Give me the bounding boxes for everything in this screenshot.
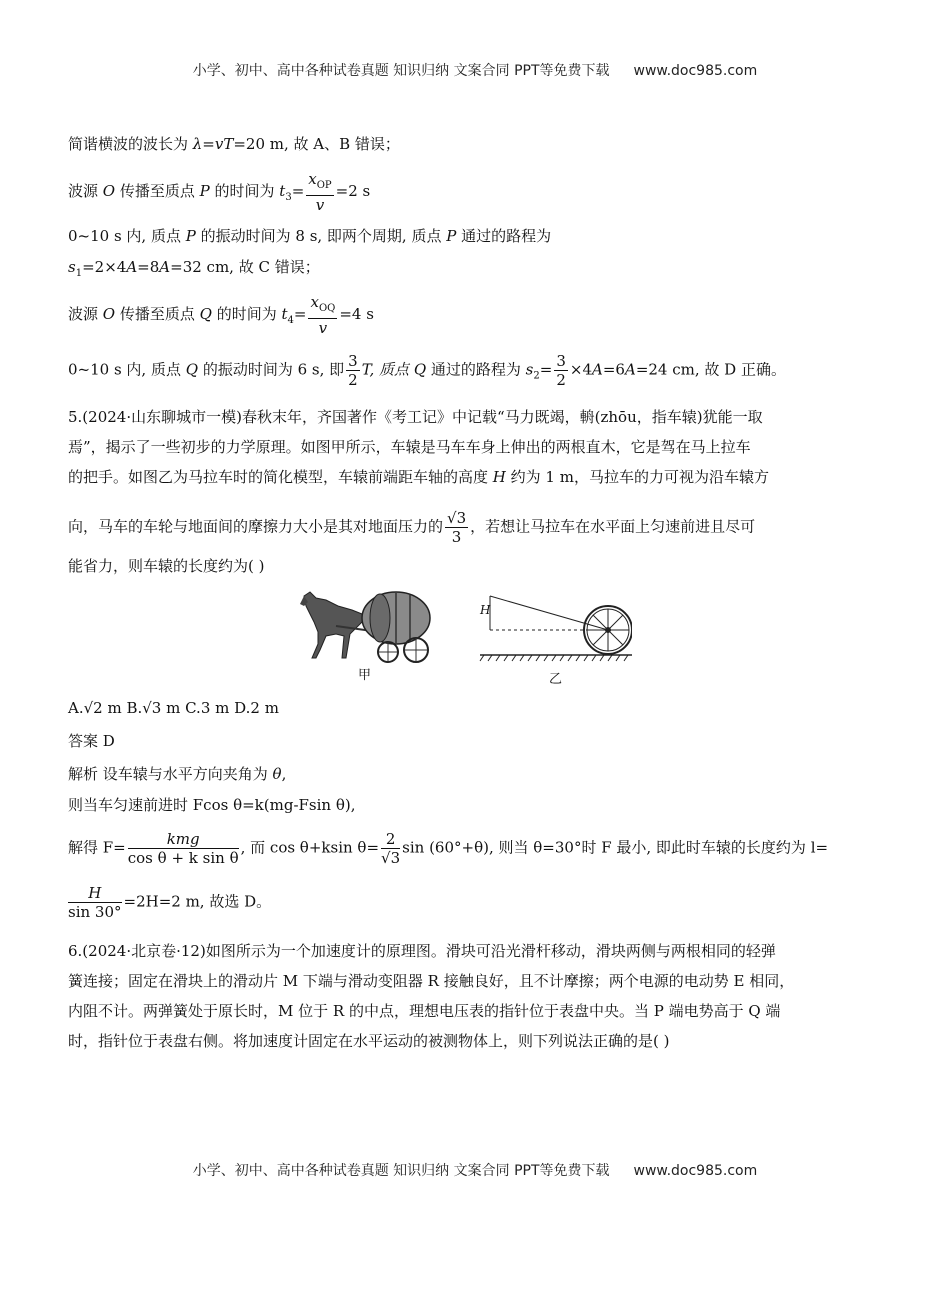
simplified-model-figure: [476, 590, 632, 670]
page-footer: [0, 1160, 950, 1180]
fraction-H-sin30: $\frac{H}{\sin 30^\circ}$: [68, 884, 122, 921]
q5-line5: 能省力，则车辕的长度约为( ): [68, 557, 265, 575]
q6-line4: 时，指针位于表盘右侧。将加速度计固定在水平运动的被测物体上，则下列说法正确的是( ): [68, 1032, 670, 1050]
q5-line1: 5.(2024·山东聊城市一模)春秋末年，齐国著作《考工记》中记载“马力既竭，輈(zhōu，指车辕)犹能一取: [68, 408, 763, 426]
header-text: 小学、初中、高中各种试卷真题 知识归纳 文案合同 PPT等免费下载: [192, 63, 610, 79]
footer-site: www.doc985.com: [633, 1163, 758, 1179]
q5-analysis-line2: 则当车匀速前进时 Fcos θ=k(mg-Fsin θ),: [68, 796, 356, 814]
fraction-3-2-b: $\frac{3}{2}$: [556, 352, 566, 389]
q5-analysis-line1: 解析 设车辕与水平方向夹角为 θ,: [68, 765, 287, 783]
fraction-sqrt3-3: $\frac{√3}{3}$: [447, 509, 467, 546]
q5-analysis-line4: $\frac{H}{\sin 30^\circ}$ =2H=2 m, 故选 D。: [68, 884, 272, 921]
figure-label-jia: 甲: [358, 668, 372, 683]
sol4-line2: 波源 O 传播至质点 P 的时间为 $t_3=$ $\frac{x_{OP}}{v}$ =2 s: [68, 170, 371, 214]
q5-analysis-line3: 解得 F= $\frac{\text{kmg}}{\text{cos θ + k sin θ}}$ , 而 cos θ+ksin θ= $\frac{2}{√3}$ sin (60°+θ), 则当 θ=30°时 F 最小, 即此时车辕的长度约为 l=: [68, 830, 829, 867]
q5-line4: 向，马车的车轮与地面间的摩擦力大小是其对地面压力的 $\frac{√3}{3}$ ，若想让马拉车在水平面上匀速前进且尽可: [68, 509, 756, 546]
page-header: [0, 60, 950, 80]
q5-options: A.√2 m B.√3 m C.3 m D.2 m: [68, 699, 279, 717]
footer-text: 小学、初中、高中各种试卷真题 知识归纳 文案合同 PPT等免费下载: [192, 1163, 610, 1179]
q5-line2: 焉”，揭示了一些初步的力学原理。如图甲所示，车辕是马车车身上伸出的两根直木，它是驾在马上拉车: [68, 438, 751, 456]
q6-line3: 内阻不计。两弹簧处于原长时，M 位于 R 的中点，理想电压表的指针位于表盘中央。当 P 端电势高于 Q 端: [68, 1002, 781, 1020]
fraction-kmg: $\frac{\text{kmg}}{\text{cos θ + k sin θ}}$: [127, 830, 239, 867]
q6-line2: 簧连接；固定在滑块上的滑动片 M 下端与滑动变阻器 R 接触良好，且不计摩擦；两个电源的电动势 E 相同，: [68, 972, 795, 990]
q5-answer: 答案 D: [68, 732, 115, 750]
q5-line3: 的把手。如图乙为马拉车时的简化模型，车辕前端距车轴的高度 H 约为 1 m，马拉车的力可视为沿车辕方: [68, 468, 769, 486]
question-5-text: [68, 402, 888, 492]
sol4-line3: 0~10 s 内, 质点 P 的振动时间为 8 s, 即两个周期, 质点 P 通过的路程为: [68, 227, 552, 245]
question-6-text: [68, 936, 888, 1056]
sol4-line1: 简谐横波的波长为 λ=vT=20 m, 故 A、B 错误；: [68, 135, 400, 153]
figure-label-H: H: [480, 603, 491, 617]
fraction-2-sqrt3: $\frac{2}{√3}$: [381, 830, 401, 867]
header-site: www.doc985.com: [633, 63, 758, 79]
fraction-3-2: $\frac{3}{2}$: [348, 352, 358, 389]
sol4-line4: $s_1=2\times 4A=8A=32$ cm, 故 C 错误；: [68, 258, 320, 279]
figure-label-yi: 乙: [549, 672, 563, 687]
sol4-line6: 0~10 s 内, 质点 Q 的振动时间为 6 s, 即 $\frac{3}{2}$ T, 质点 Q 通过的路程为 $s_2=$ $\frac{3}{2}$ ×4A=6A=24 cm, 故 D 正确。: [68, 352, 786, 389]
fraction-xoq-v: $\frac{x_{OQ}}{v}$: [310, 293, 336, 337]
fraction-xop-v: $\frac{x_{OP}}{v}$: [308, 170, 332, 214]
sol4-line5: 波源 O 传播至质点 Q 的时间为 $t_4=$ $\frac{x_{OQ}}{v}$ =4 s: [68, 293, 374, 337]
q6-line1: 6.(2024·北京卷·12)如图所示为一个加速度计的原理图。滑块可沿光滑杆移动，滑块两侧与两根相同的轻弹: [68, 942, 776, 960]
